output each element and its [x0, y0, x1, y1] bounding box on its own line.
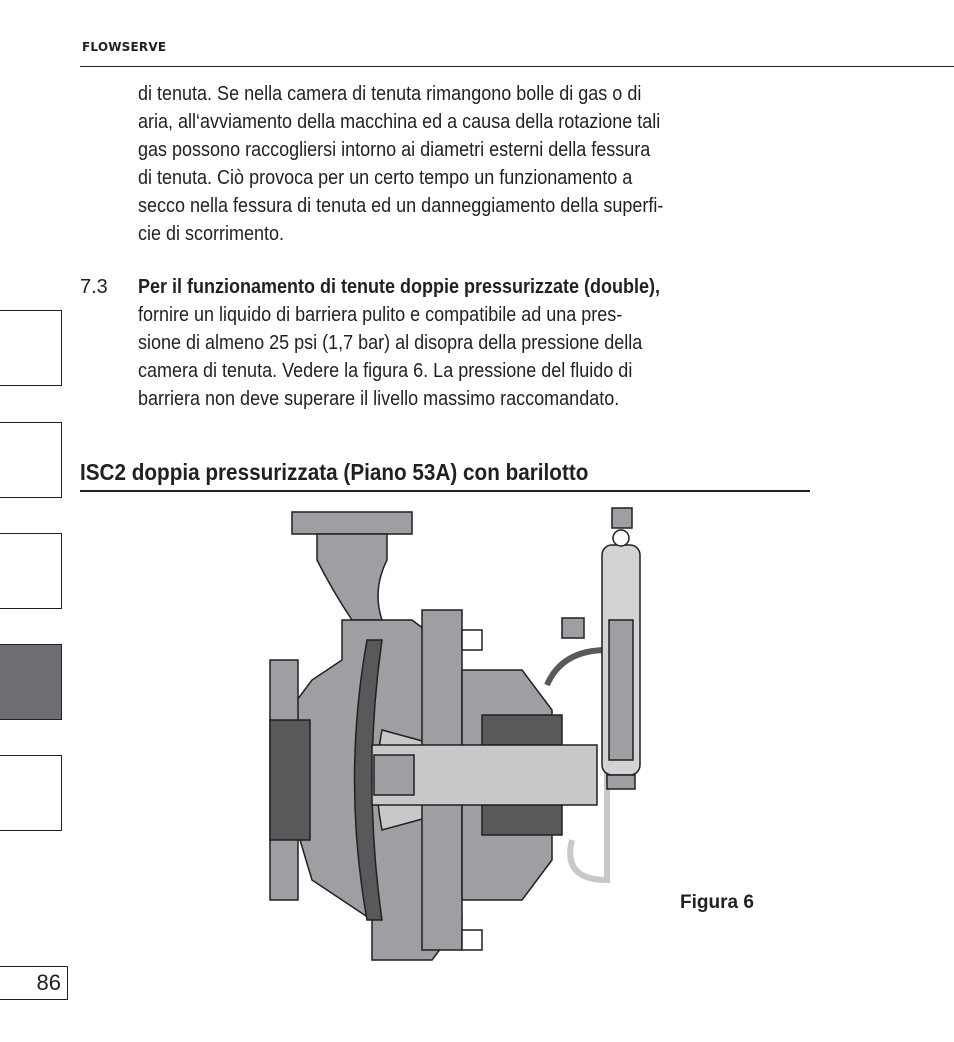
side-tab-2	[0, 422, 62, 498]
item-bold-lead: Per il funzionamento di tenute doppie pressurizzate (double),	[138, 276, 661, 298]
intro-paragraph	[138, 80, 750, 248]
section-heading: ISC2 doppia pressurizzata (Piano 53A) con barilotto	[80, 459, 589, 485]
side-tab-3	[0, 533, 62, 609]
pump-seal-cross-section-icon	[262, 500, 662, 970]
item-line: sione di almeno 25 psi (1,7 bar) al disopra della pressione della	[138, 332, 643, 354]
item-line: fornire un liquido di barriera pulito e compatibile ad una pres-	[138, 304, 623, 326]
heading-rule	[80, 490, 810, 492]
item-line: barriera non deve superare il livello massimo raccomandato.	[138, 388, 620, 410]
side-tab-5	[0, 755, 62, 831]
paragraph-line: secco nella fessura di tenuta ed un danneggiamento della superfi-	[138, 195, 664, 217]
paragraph-line: aria, all‘avviamento della macchina ed a causa della rotazione tali	[138, 111, 661, 133]
page-number: 86	[0, 966, 68, 1000]
figure-caption: Figura 6	[680, 892, 754, 913]
item-line: camera di tenuta. Vedere la figura 6. La pressione del fluido di	[138, 360, 633, 382]
item-7-3-body	[138, 273, 786, 413]
side-tab-1	[0, 310, 62, 386]
item-number: 7.3	[80, 276, 108, 298]
header-rule	[80, 66, 954, 67]
flowserve-logo: FLOWSERVE	[82, 40, 167, 54]
paragraph-line: di tenuta. Ciò provoca per un certo tempo un funzionamento a	[138, 167, 633, 189]
side-tab-4-active	[0, 644, 62, 720]
paragraph-line: di tenuta. Se nella camera di tenuta rimangono bolle di gas o di	[138, 83, 642, 105]
paragraph-line: gas possono raccogliersi intorno ai diametri esterni della fessura	[138, 139, 651, 161]
paragraph-line: cie di scorrimento.	[138, 223, 285, 245]
